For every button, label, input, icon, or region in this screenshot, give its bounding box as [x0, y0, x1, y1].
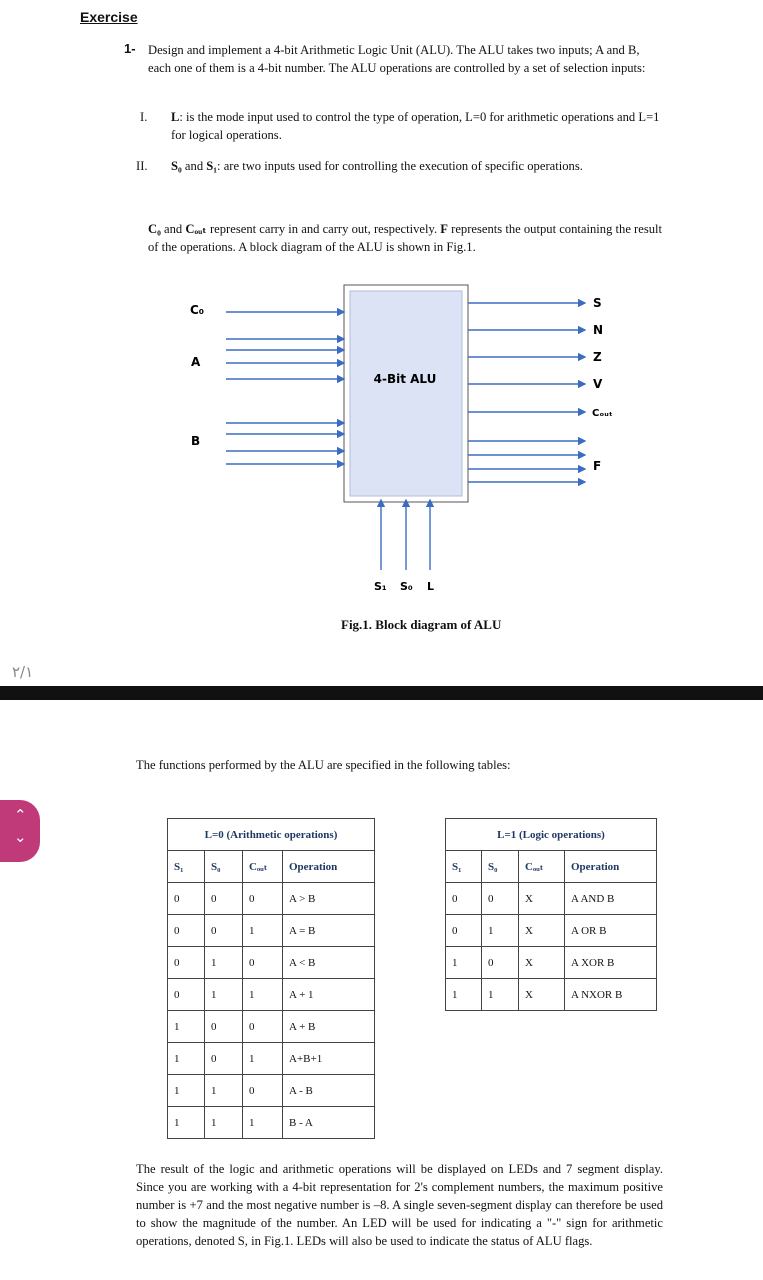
table-row — [168, 1075, 375, 1107]
page-number: ٢/١ — [12, 663, 34, 681]
logic-header-operation: Operation — [565, 851, 657, 883]
input-s-and: and — [181, 159, 207, 173]
cell: 1 — [205, 1075, 243, 1107]
alu-block — [350, 291, 462, 496]
alu-block-label: 4-Bit ALU — [373, 372, 437, 386]
cell: A AND B — [565, 883, 657, 915]
cell: A NXOR B — [565, 979, 657, 1011]
cell: 0 — [205, 1011, 243, 1043]
item-number: 1- — [124, 41, 136, 56]
table-row — [168, 915, 375, 947]
b-label: B — [191, 434, 201, 448]
cell: 1 — [446, 979, 482, 1011]
arithmetic-table — [167, 818, 375, 1139]
intro-paragraph: Design and implement a 4-bit Arithmetic Logic Unit (ALU). The ALU takes two inputs; A and B, each one of them is a 4-bit number. The ALU operations are controlled by a set of selection inputs: — [148, 43, 646, 75]
table-row — [168, 1011, 375, 1043]
figure-caption: Fig.1. Block diagram of ALU — [341, 617, 502, 632]
carry-and: and — [160, 222, 186, 236]
input-s0-label: S₀ — [171, 159, 182, 173]
table-row — [168, 883, 375, 915]
l-control-label: L — [427, 580, 435, 593]
table-row — [446, 979, 657, 1011]
control-arrows — [381, 500, 430, 570]
cell: 0 — [168, 947, 205, 979]
table-row — [168, 947, 375, 979]
input-l-label: L — [171, 110, 180, 124]
cell: 0 — [446, 915, 482, 947]
s-output-label: S — [593, 296, 602, 310]
cell: A > B — [283, 883, 375, 915]
v-output-label: V — [593, 377, 603, 391]
cell: 1 — [205, 1107, 243, 1139]
chevron-up-icon[interactable]: ⌃ — [14, 806, 27, 824]
tables-intro: The functions performed by the ALU are specified in the following tables: — [136, 758, 511, 772]
chevron-down-icon[interactable]: ⌄ — [14, 828, 27, 846]
cell: 0 — [205, 1043, 243, 1075]
input-s1-label: S₁ — [206, 159, 218, 173]
cell: 1 — [168, 1107, 205, 1139]
arith-header-operation: Operation — [283, 851, 375, 883]
carry-text1: represent carry in and carry out, respectively. — [206, 222, 441, 236]
cell: 0 — [205, 915, 243, 947]
cell: A OR B — [565, 915, 657, 947]
cell: A - B — [283, 1075, 375, 1107]
carry-f: F — [440, 222, 448, 236]
cell: 0 — [243, 947, 283, 979]
table-row — [168, 979, 375, 1011]
arithmetic-table-caption: L=0 (Arithmetic operations) — [168, 819, 375, 851]
arith-header-s1: S₁ — [168, 851, 205, 883]
cell: X — [519, 883, 565, 915]
s1-control-label: S₁ — [374, 580, 387, 593]
roman-ii: II. — [136, 159, 148, 173]
cell: 1 — [446, 947, 482, 979]
logic-table — [445, 818, 657, 1011]
table-row — [168, 1043, 375, 1075]
s0-control-label: S₀ — [400, 580, 413, 593]
table-row — [168, 1107, 375, 1139]
cell: 1 — [205, 979, 243, 1011]
a-label: A — [191, 355, 201, 369]
cell: B - A — [283, 1107, 375, 1139]
logic-header-cout: Cₒᵤₜ — [519, 851, 565, 883]
cell: 0 — [243, 1011, 283, 1043]
carry-c0: C₀ — [148, 222, 161, 236]
cell: 1 — [168, 1075, 205, 1107]
cell: 1 — [168, 1043, 205, 1075]
cell: X — [519, 915, 565, 947]
cell: 0 — [482, 883, 519, 915]
cell: 1 — [168, 1011, 205, 1043]
cell: 1 — [205, 947, 243, 979]
table-row — [446, 915, 657, 947]
cell: 0 — [243, 1075, 283, 1107]
cell: A < B — [283, 947, 375, 979]
carry-text2: represents the output containing the result of the operations. A block diagram of the ALU is shown in Fig.1. — [148, 222, 663, 254]
cell: 0 — [168, 915, 205, 947]
n-output-label: N — [593, 323, 604, 337]
cell: 1 — [243, 1107, 283, 1139]
z-output-label: Z — [593, 350, 602, 364]
input-arrows — [226, 312, 344, 464]
output-arrows — [468, 303, 585, 482]
input-s-text: : are two inputs used for controlling the execution of specific operations. — [217, 159, 583, 173]
alu-block-diagram — [0, 270, 763, 610]
cell: 0 — [168, 883, 205, 915]
c0-label: C₀ — [190, 303, 205, 317]
cell: 0 — [205, 883, 243, 915]
cell: A XOR B — [565, 947, 657, 979]
result-paragraph: The result of the logic and arithmetic operations will be displayed on LEDs and 7 segment display. Since you are working with a 4-bit representation for 2's complement numbers, the maximum positive number is +7 and the most negative number is –8. A single seven-segment display can therefore be used to show the magnitude of the number. An LED will be used for indicating a "-" sign for arithmetic operations, denoted S, in Fig.1. LEDs will also be used to indicate the status of ALU flags. — [136, 1162, 663, 1248]
cout-output-label: Cₒᵤₜ — [592, 408, 613, 419]
page-separator — [0, 686, 763, 700]
cell: 1 — [243, 915, 283, 947]
logic-header-s0: S₀ — [482, 851, 519, 883]
exercise-heading: Exercise — [80, 9, 138, 25]
f-output-label: F — [593, 459, 602, 473]
arith-header-s0: S₀ — [205, 851, 243, 883]
arith-header-cout: Cₒᵤₜ — [243, 851, 283, 883]
cell: A + 1 — [283, 979, 375, 1011]
cell: A+B+1 — [283, 1043, 375, 1075]
logic-table-caption: L=1 (Logic operations) — [446, 819, 657, 851]
cell: 0 — [243, 883, 283, 915]
cell: X — [519, 979, 565, 1011]
logic-header-s1: S₁ — [446, 851, 482, 883]
cell: 1 — [243, 979, 283, 1011]
cell: 0 — [168, 979, 205, 1011]
input-s-description — [171, 157, 665, 175]
table-row — [446, 947, 657, 979]
cell: 1 — [243, 1043, 283, 1075]
cell: A + B — [283, 1011, 375, 1043]
carry-paragraph — [148, 220, 664, 256]
roman-i: I. — [140, 110, 148, 124]
input-l-description — [171, 108, 665, 144]
cell: X — [519, 947, 565, 979]
carry-cout: Cₒᵤₜ — [185, 222, 207, 236]
cell: 1 — [482, 979, 519, 1011]
cell: 0 — [482, 947, 519, 979]
input-l-text: : is the mode input used to control the type of operation, L=0 for arithmetic operations and L=1 for logical operations. — [171, 110, 660, 142]
table-row — [446, 883, 657, 915]
cell: A = B — [283, 915, 375, 947]
page-nav-button[interactable] — [0, 800, 40, 862]
cell: 1 — [482, 915, 519, 947]
cell: 0 — [446, 883, 482, 915]
